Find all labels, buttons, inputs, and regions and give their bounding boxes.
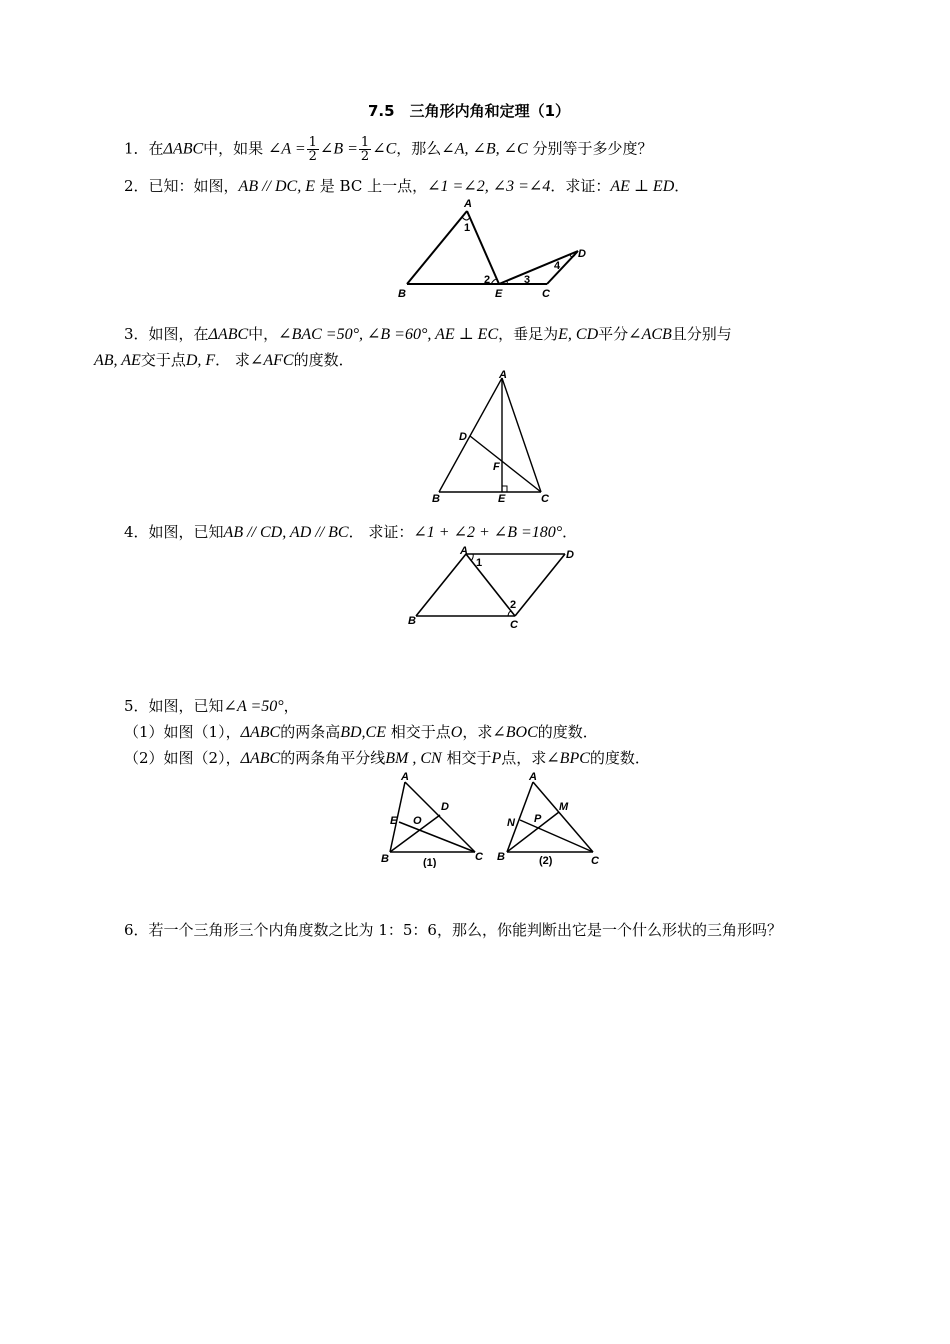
label-E: E	[498, 493, 506, 504]
label-B: B	[398, 288, 406, 300]
label-D: D	[441, 801, 449, 813]
page-title: 7.5 三角形内角和定理（1）	[368, 102, 571, 120]
question-5-part-2: （2）如图（2），ΔABC的两条角平分线BM , CN 相交于P点，求∠BPC的度数．	[124, 749, 650, 767]
label-B: B	[497, 851, 505, 863]
angle-label-2: 2	[510, 599, 517, 611]
label-E: E	[495, 288, 503, 300]
question-2: 2．已知：如图，AB // DC, E 是 BC 上一点，∠1 =∠2, ∠3 =∠4．求证：AE ⊥ ED．	[124, 177, 690, 195]
label-P: P	[534, 813, 542, 825]
question-3-line-1: 3．如图，在ΔABC中，∠BAC =50°, ∠B =60°, AE ⊥ EC，垂足为E, CD平分∠ACB且分别与	[124, 325, 732, 343]
figure-q4	[400, 542, 590, 632]
label-A: A	[499, 369, 507, 381]
angle-label-1: 1	[476, 557, 483, 569]
angle-label-4: 4	[554, 260, 561, 272]
label-M: M	[559, 801, 569, 813]
label-C: C	[475, 851, 483, 863]
label-B: B	[381, 853, 389, 865]
label-A: A	[464, 198, 472, 210]
label-C: C	[591, 855, 599, 867]
fraction-half: $\frac{1}{2}$	[308, 135, 317, 164]
figure-q2	[390, 195, 590, 301]
angle-label-3: 3	[524, 274, 531, 286]
question-3-line-2: AB, AE交于点D, F． 求∠AFC的度数．	[94, 351, 354, 369]
figure-q3	[428, 368, 558, 504]
label-A: A	[401, 771, 409, 783]
label-D: D	[578, 248, 586, 260]
question-1: 1．在ΔABC中，如果 ∠A = $\frac{1}{2}$ ∠B = $\frac{1}{2}$ ∠C，那么∠A, ∠B, ∠C 分别等于多少度？	[124, 135, 653, 164]
angle-label-1: 1	[464, 222, 471, 234]
label-A: A	[460, 545, 468, 557]
label-C: C	[541, 493, 549, 504]
fraction-half: $\frac{1}{2}$	[360, 135, 370, 164]
label-C: C	[542, 288, 550, 300]
label-F: F	[493, 461, 500, 473]
label-D: D	[459, 431, 467, 443]
label-N: N	[507, 817, 515, 829]
caption-1: (1)	[423, 857, 437, 868]
label-B: B	[432, 493, 440, 504]
angle-label-2: 2	[484, 274, 491, 286]
label-C: C	[510, 619, 518, 631]
figure-q5-2	[493, 768, 608, 868]
question-5: 5．如图，已知∠A =50°，	[124, 697, 299, 715]
label-O: O	[413, 815, 422, 827]
question-6: 6．若一个三角形三个内角度数之比为 1：5：6，那么，你能判断出它是一个什么形状的三角形吗？	[124, 921, 782, 939]
figure-q5-1	[375, 768, 485, 868]
label-E: E	[390, 815, 398, 827]
label-D: D	[566, 549, 574, 561]
caption-2: (2)	[539, 855, 553, 867]
label-A: A	[529, 771, 537, 783]
question-5-part-1: （1）如图（1），ΔABC的两条高BD,CE 相交于点O，求∠BOC的度数．	[124, 723, 598, 741]
label-B: B	[408, 615, 416, 627]
question-4: 4．如图，已知AB // CD, AD // BC． 求证：∠1 + ∠2 + ∠B =180°．	[124, 523, 578, 541]
